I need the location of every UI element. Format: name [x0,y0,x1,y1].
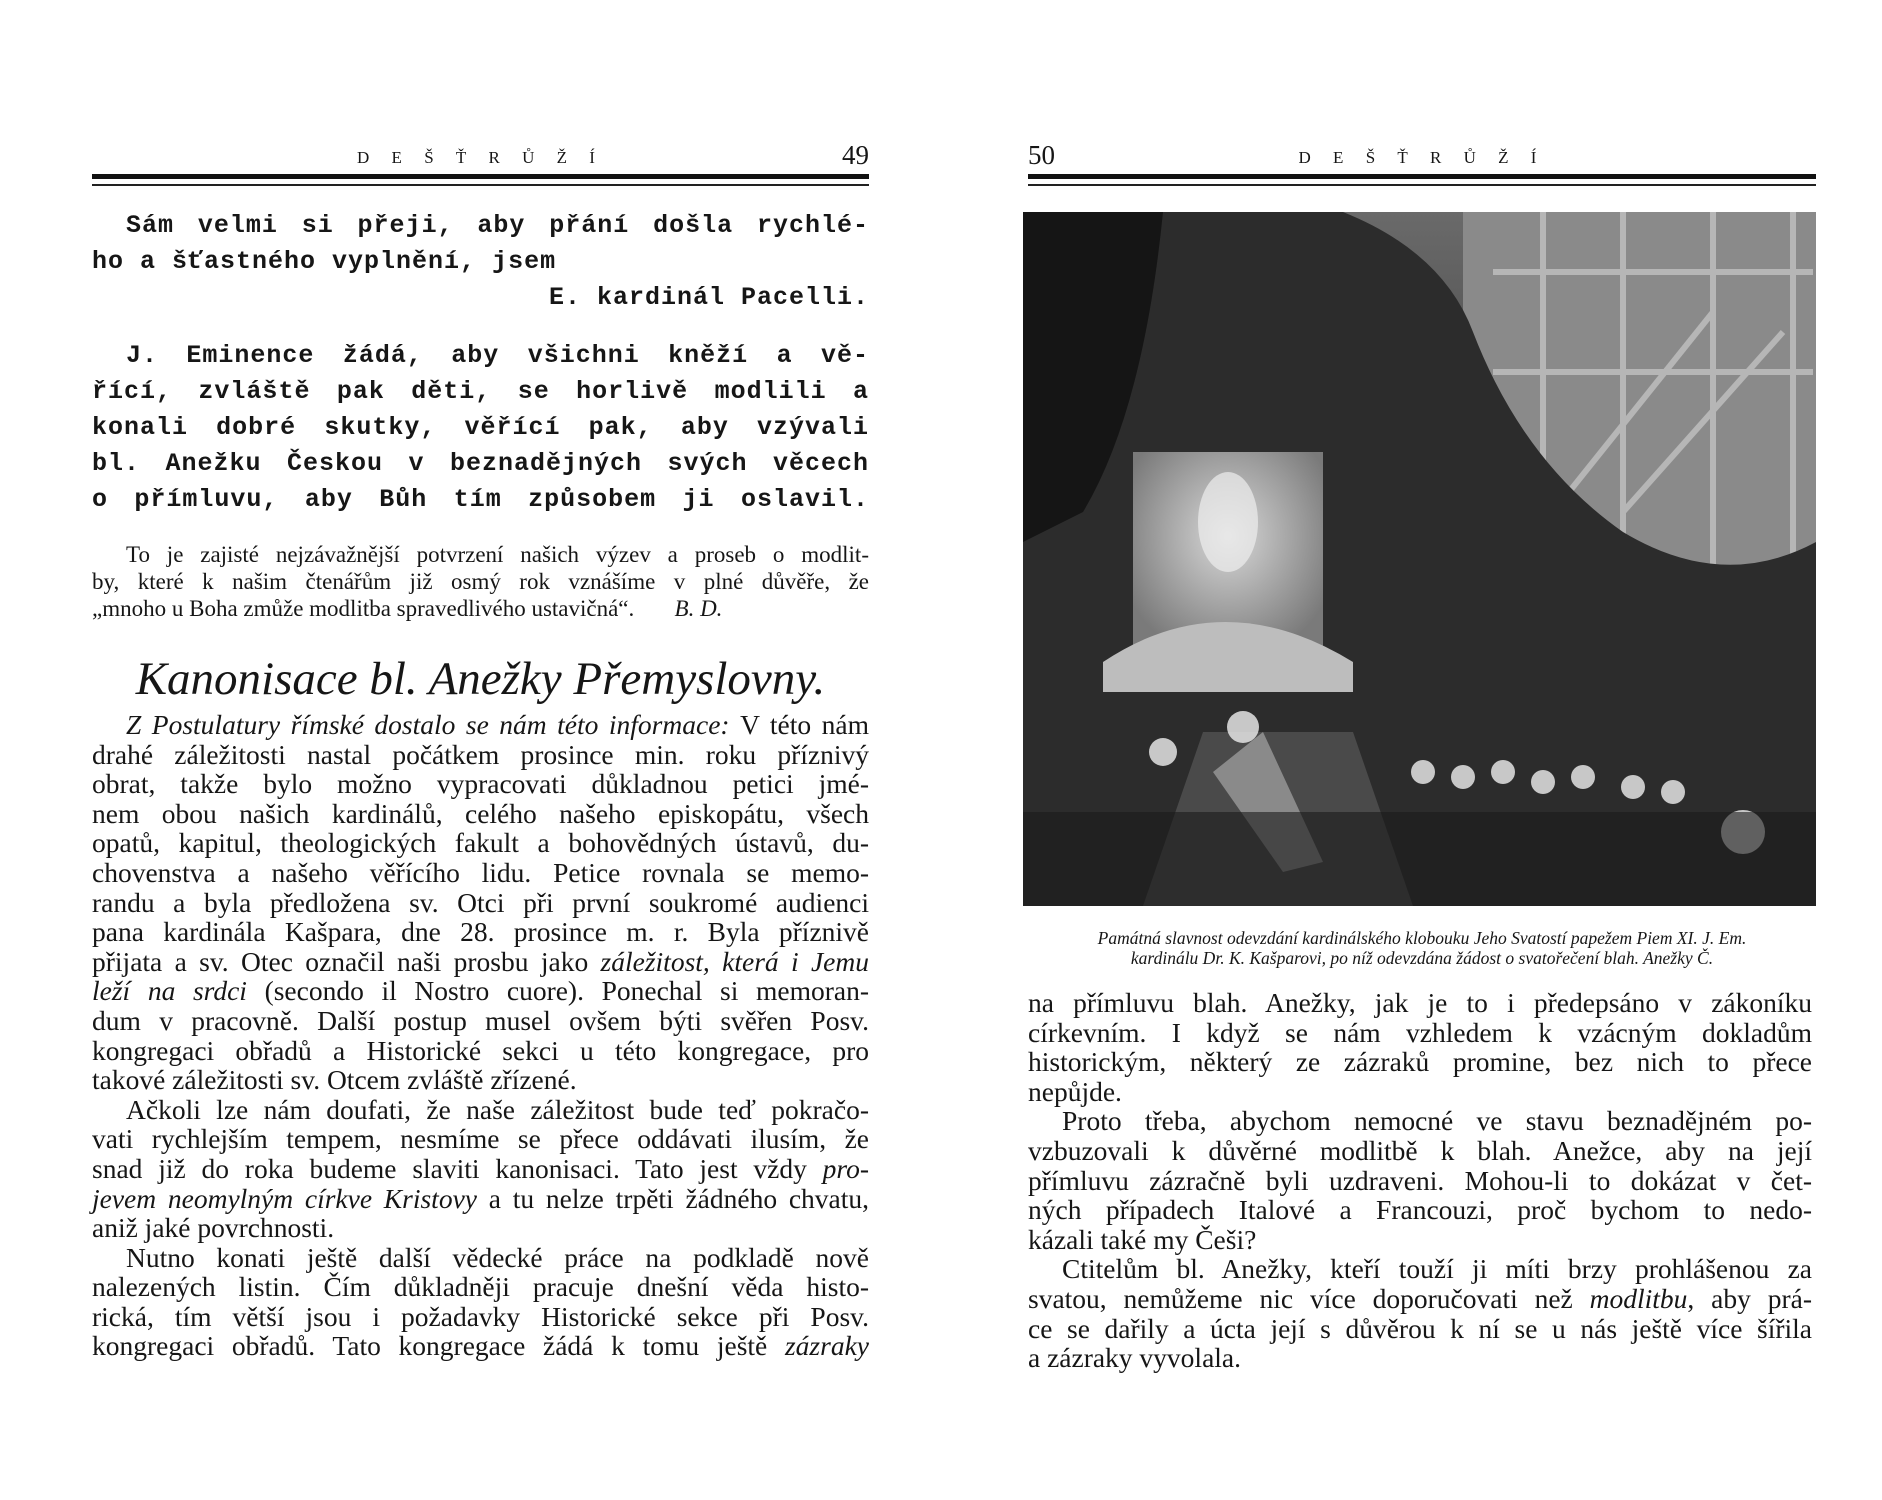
text-line: rická, tím větší jsou i požadavky Historické sekce při Posv. [92,1300,869,1332]
italic-text: leží na srdci [92,975,247,1007]
text-line: ce se dařily a úcta její s důvěrou k ní se u nás ještě více šířila [1028,1312,1812,1344]
text-line [92,976,869,1006]
italic-text: zázraky [784,1330,869,1362]
text-line: aniž jaké povrchnosti. [92,1212,335,1244]
text-line [92,1331,869,1361]
paragraph-gap [92,316,869,338]
page-header [92,140,869,174]
text-line [92,710,869,740]
caption-line: Památná slavnost odevzdání kardinálského klobouku Jeho Svatostí papežem Piem XI. J. Em. [1097,928,1747,948]
text-line: bl. Anežku Českou v beznadějných svých věcech [92,449,869,478]
italic-text: modlitbu [1589,1282,1688,1314]
header-rule-thin [92,184,869,186]
italic-text: Z Postulatury římské dostalo se nám této informace: [126,709,741,740]
text-run: , aby prá- [1687,1282,1813,1314]
letter-quote [92,208,869,518]
text-line: Proto třeba, abychom nemocné ve stavu beznadějném po- [1062,1105,1812,1137]
text-line: církevním. I když se nám vzhledem k vzácným dokladům [1028,1016,1812,1048]
text-line [92,1154,869,1184]
text-line: nalezených listin. Čím důkladněji pracuje dnešní věda histo- [92,1271,869,1303]
text-line: Nutno konati ještě další vědecké práce na podkladě nově [126,1241,869,1273]
text-line: vati rychlejším tempem, nesmíme se přece oddávati ilusím, že [92,1123,869,1155]
text-run: kongregaci obřadů. Tato kongregace žádá k tomu ještě [92,1330,785,1362]
text-line: opatů, kapitul, theologických fakult a bohovědných ústavů, du- [92,827,869,859]
italic-text: záležitost, která i Jemu [600,945,869,977]
text-run: snad již do roka budeme slaviti kanonisaci. Tato jest vždy [92,1152,823,1184]
running-head: D E Š Ť R Ů Ž Í [357,148,604,167]
page-header [1028,140,1816,174]
text-line: vzbuzovali k důvěrné modlitbě k blah. Anežce, aby na její [1028,1134,1812,1166]
left-page [92,0,869,1500]
text-line: chovenstva a našeho věřícího lidu. Petice rovnala se memo- [92,856,869,888]
article-heading: Kanonisace bl. Anežky Přemyslovny. [135,653,826,705]
text-line: by, které k našim čtenářům již osmý rok vznášíme v plné důvěře, že [92,569,869,594]
text-line: o přímluvu, aby Bůh tím způsobem ji oslavil. [92,485,869,514]
text-line: To je zajisté nejzávažnější potvrzení našich výzev a proseb o modlit- [126,542,869,567]
text-run: V této nám [740,709,869,740]
text-line: ných případech Italové a Francouzi, proč bychom to nedo- [1028,1194,1812,1226]
text-run: „mnoho u Boha zmůže modlitba spravedlivého ustavičná“. [92,596,675,621]
text-line: nem obou našich kardinálů, celého našeho episkopátu, všech [92,797,869,829]
text-line: Ctitelům bl. Anežky, kteří touží ji míti brzy prohlášenou za [1062,1253,1812,1285]
text-run: přijata a sv. Otec označil naši prosbu jako [92,945,601,977]
text-line: dum v pracovně. Další postup musel ovšem býti svěřen Posv. [92,1004,869,1036]
text-line: pana kardinála Kašpara, dne 28. prosince m. r. Byla příznivě [92,916,869,948]
header-rule [92,174,869,179]
text-line: kázali také my Češi? [1028,1223,1257,1255]
editor-note [92,541,869,622]
text-line: drahé záležitosti nastal počátkem prosince min. roku příznivý [92,738,869,770]
text-line: E. kardinál Pacelli. [548,283,869,312]
text-line: takové záležitosti sv. Otcem zvláště zřízené. [92,1064,577,1096]
text-run: a tu nelze trpěti žádného chvatu, [477,1182,870,1214]
right-page [1028,0,1816,1500]
text-line: obrat, takže bylo možno vypracovati důkladnou petici jmé- [92,768,869,800]
italic-text: B. D. [674,596,723,621]
text-line [92,595,869,622]
text-line: kongregaci obřadů a Historické sekci u této kongregace, pro [92,1034,869,1066]
ceremony-photo [1023,212,1816,906]
text-line: randu a byla předložena sv. Otci při první soukromé audienci [92,886,869,918]
text-line: J. Eminence žádá, aby všichni kněží a vě- [126,341,869,370]
text-line: Ačkoli lze nám doufati, že naše záležitost bude teď pokračo- [126,1093,869,1125]
text-line: konali dobré skutky, věřící pak, aby vzývali [92,413,869,442]
text-line: přímluvu zázračně byli uzdraveni. Mohou-li to dokázat v čet- [1028,1164,1812,1196]
italic-text: pro- [822,1152,869,1184]
article-body-continued [1028,988,1812,1373]
text-line: nepůjde. [1028,1075,1122,1107]
text-line: ho a šťastného vyplnění, jsem [92,247,557,276]
text-line: řící, zvláště pak děti, se horlivě modlili a [92,377,869,406]
text-line: historickým, některý ze zázraků promine, bez nich to přece [1028,1046,1812,1078]
article-body [92,710,869,1361]
running-head: D E Š Ť R Ů Ž Í [1298,148,1546,167]
text-line [92,947,869,977]
italic-text: jevem neomylným církve Kristovy [92,1182,477,1214]
text-line: na přímluvu blah. Anežky, jak je to i předepsáno v zákoníku [1028,987,1812,1018]
page-number: 50 [1028,140,1055,170]
caption-line: kardinálu Dr. K. Kašparovi, po níž odevzdána žádost o svatořečení blah. Anežky Č. [1130,948,1714,968]
header-rule-thin [1028,184,1816,186]
photo-caption [1028,928,1816,968]
text-line: Sám velmi si přeji, aby přání došla rychlé- [126,211,869,240]
text-run: svatou, nemůžeme nic více doporučovati než [1028,1282,1590,1314]
header-rule [1028,174,1816,179]
page-number: 49 [842,140,869,170]
text-line [92,1184,869,1214]
text-line [1028,1284,1812,1314]
text-line: a zázraky vyvolala. [1028,1342,1242,1374]
text-run: (secondo il Nostro cuore). Ponechal si memoran- [246,975,870,1007]
